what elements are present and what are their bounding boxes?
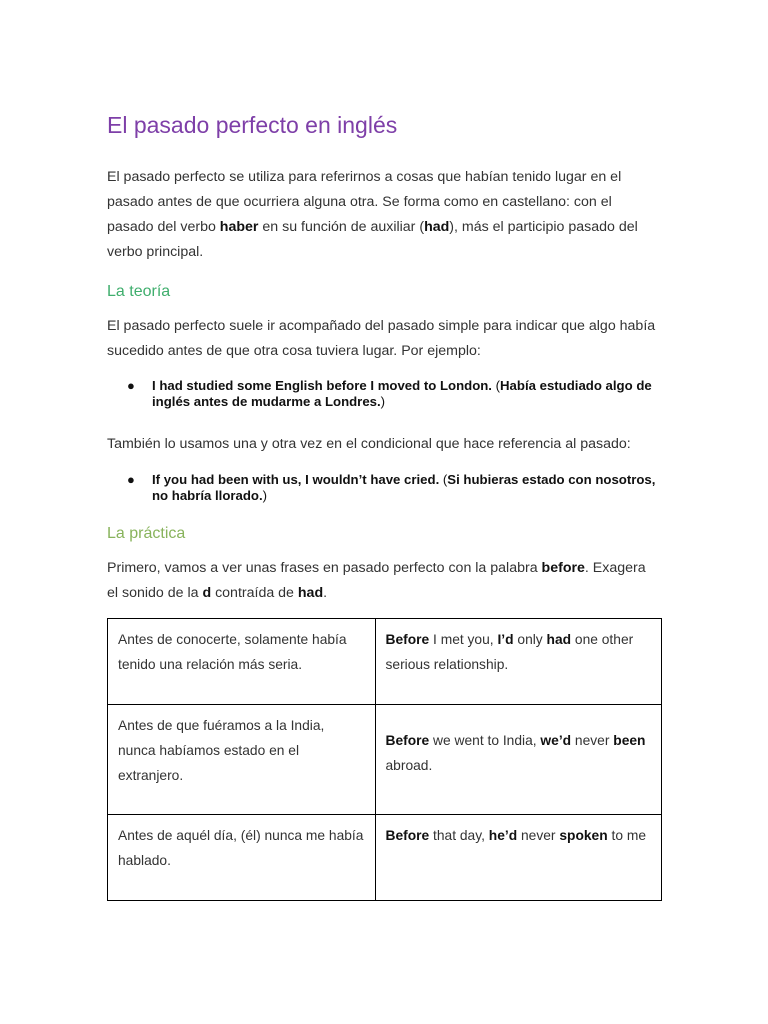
practica-text-4: . [323,585,328,601]
sentence-text: one other serious relationship. [385,632,634,672]
bold-word: had [546,632,572,647]
table-row [108,619,662,705]
section-heading-teoria: La teoría [107,283,171,300]
intro-text-1: El pasado perfecto se utiliza para referirnos a cosas que habían tenido lugar en el pasado antes de que ocurriera alguna otra. Se forma como en castellano: con el pasado del verbo [107,169,622,235]
bold-word: spoken [559,828,608,843]
example-spanish: Si hubieras estado con nosotros, no habría llorado. [152,472,656,503]
teoria-paragraph-1: El pasado perfecto suele ir acompañado del pasado simple para indicar que algo había sucedido antes de que otra cosa tuviera lugar. Por ejemplo: [107,318,656,359]
english-sentence-cell [375,705,662,815]
sentence-text: only [513,632,547,647]
paren-close: ) [262,488,268,503]
bold-word: been [613,732,646,748]
intro-text-3: ), más el participio pasado del verbo principal. [107,219,638,260]
teoria-bullet-list-1 [107,378,662,410]
section-heading-practica: La práctica [107,525,186,542]
spanish-sentence-cell: Antes de aquél día, (él) nunca me había hablado. [108,815,376,901]
sentence-text: never [517,828,560,843]
sentence-text: I met you, [429,632,498,647]
list-item [107,378,662,410]
list-item [107,472,662,504]
example-english: I had studied some English before I moved to London. [152,378,492,393]
bold-word: we’d [540,732,572,748]
example-spanish: Había estudiado algo de inglés antes de mudarme a Londres. [152,378,652,409]
paren-open: ( [439,472,448,487]
practica-text-1: Primero, vamos a ver unas frases en pasado perfecto con la palabra [107,560,542,576]
paren-close: ) [380,394,386,409]
spanish-sentence-cell: Antes de que fuéramos a la India, nunca habíamos estado en el extranjero. [108,705,376,815]
practica-text-2: . Exagera el sonido de la [107,560,646,601]
intro-paragraph [107,165,657,265]
english-sentence-cell [375,619,662,705]
bold-word: Before [385,732,430,748]
example-english: If you had been with us, I wouldn’t have cried. [152,472,440,487]
english-sentence-cell [375,815,662,901]
bullet-icon: ● [127,378,135,393]
practica-bold-before: before [541,560,585,576]
sentence-text: never [571,732,614,748]
bullet-icon: ● [127,472,135,487]
bold-word: I’d [497,632,514,647]
practica-paragraph [107,556,657,606]
sentence-text: to me [607,828,646,843]
sentence-text: abroad. [385,757,433,773]
practica-bold-d: d [202,585,212,601]
sentence-text: we went to India, [429,732,541,748]
practica-text-3: contraída de [211,585,298,601]
sentence-text: that day, [429,828,489,843]
bold-word: he’d [488,828,518,843]
teoria-paragraph-2: También lo usamos una y otra vez en el condicional que hace referencia al pasado: [107,436,631,452]
table-row [108,815,662,901]
teoria-bullet-list-2 [107,472,662,504]
examples-table [107,618,662,901]
intro-bold-haber: haber [219,219,259,235]
page-title: El pasado perfecto en inglés [107,112,398,138]
intro-text-2: en su función de auxiliar ( [258,219,425,235]
practica-bold-had: had [297,585,324,601]
table-row [108,705,662,815]
spanish-sentence-cell: Antes de conocerte, solamente había tenido una relación más seria. [108,619,376,705]
bold-word: Before [385,828,430,843]
intro-bold-had: had [424,219,450,235]
bold-word: Before [385,632,430,647]
paren-open: ( [491,378,501,393]
